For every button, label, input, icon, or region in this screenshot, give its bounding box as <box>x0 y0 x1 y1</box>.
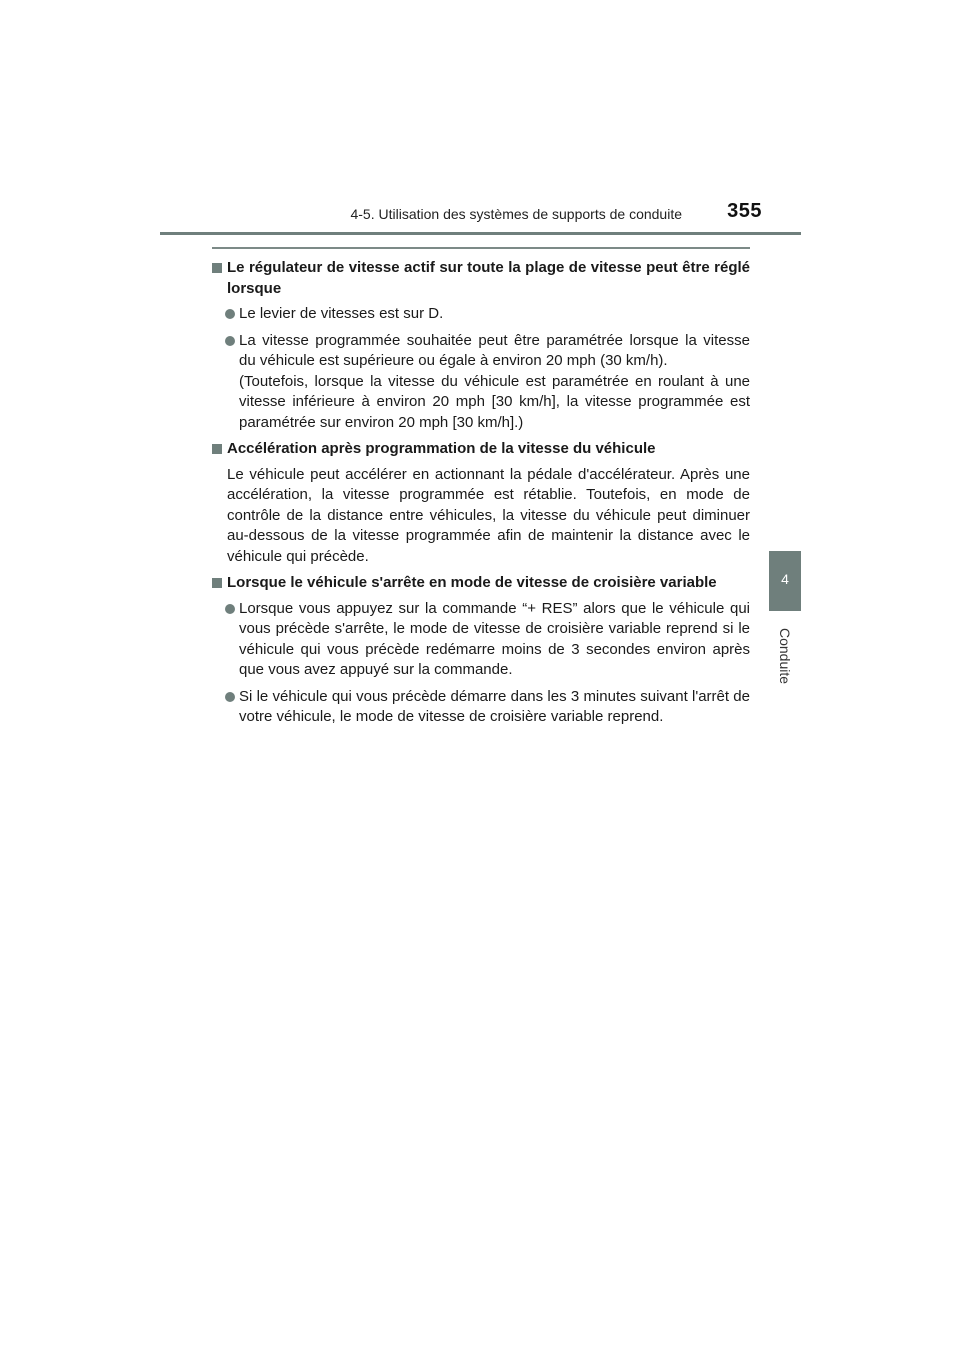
section-heading <box>212 573 750 594</box>
section-vehicle-stop <box>212 573 750 728</box>
square-bullet-icon <box>212 444 222 454</box>
chapter-tab-number: 4 <box>781 571 789 587</box>
list-item-text: Le levier de vitesses est sur D. <box>239 305 444 322</box>
list-item-text: La vitesse programmée souhaitée peut être paramétrée lorsque la vitesse du véhicule est supérieure ou égale à environ 20 mph (30 km/h). <box>239 331 750 369</box>
square-bullet-icon <box>212 578 222 588</box>
heading-text: Lorsque le véhicule s'arrête en mode de vitesse de croisière variable <box>227 574 717 591</box>
header-divider <box>160 232 801 235</box>
list-item <box>212 687 750 728</box>
list-item-text: Si le véhicule qui vous précède démarre dans les 3 minutes suivant l'arrêt de votre véhicule, le mode de vitesse de croisière variable reprend. <box>239 687 750 725</box>
chapter-tab-label-text: Conduite <box>777 627 793 685</box>
round-bullet-icon <box>225 309 235 319</box>
list-item-continuation: (Toutefois, lorsque la vitesse du véhicule est paramétrée en roulant à une vitesse inférieure à environ 20 mph [30 km/h], la vitesse programmée est paramétrée sur environ 20 mph [30 km/h].) <box>239 372 750 431</box>
heading-text: Accélération après programmation de la vitesse du véhicule <box>227 440 656 457</box>
list-item-text: Lorsque vous appuyez sur la commande “+ RES” alors que le véhicule qui vous précède s'arrête, le mode de vitesse de croisière variable reprend si le véhicule qui vous précède redémarre moins de 3 secondes environ après que vous avez appuyé sur la commande. <box>239 599 750 678</box>
page-number: 355 <box>727 200 762 222</box>
section-heading <box>212 439 750 460</box>
round-bullet-icon <box>225 336 235 346</box>
list-item <box>212 304 750 325</box>
section-title: 4-5. Utilisation des systèmes de supports de conduite <box>350 206 682 222</box>
section-full-speed-range <box>212 258 750 433</box>
list-item <box>212 331 750 434</box>
page-content <box>212 258 750 734</box>
chapter-tab-label <box>775 618 795 698</box>
content-divider <box>212 247 750 249</box>
heading-text: Le régulateur de vitesse actif sur toute la plage de vitesse peut être réglé lorsque <box>227 259 750 297</box>
square-bullet-icon <box>212 263 222 273</box>
section-acceleration <box>212 439 750 567</box>
round-bullet-icon <box>225 692 235 702</box>
round-bullet-icon <box>225 604 235 614</box>
list-item <box>212 599 750 681</box>
section-heading <box>212 258 750 299</box>
section-paragraph: Le véhicule peut accélérer en actionnant la pédale d'accélérateur. Après une accélération, la vitesse programmée est rétablie. Toutefois, en mode de contrôle de la distance entre véhicules, la vitesse du véhicule peut diminuer au-dessous de la vitesse programmée afin de maintenir la distance avec le véhicule qui précède. <box>227 465 750 565</box>
